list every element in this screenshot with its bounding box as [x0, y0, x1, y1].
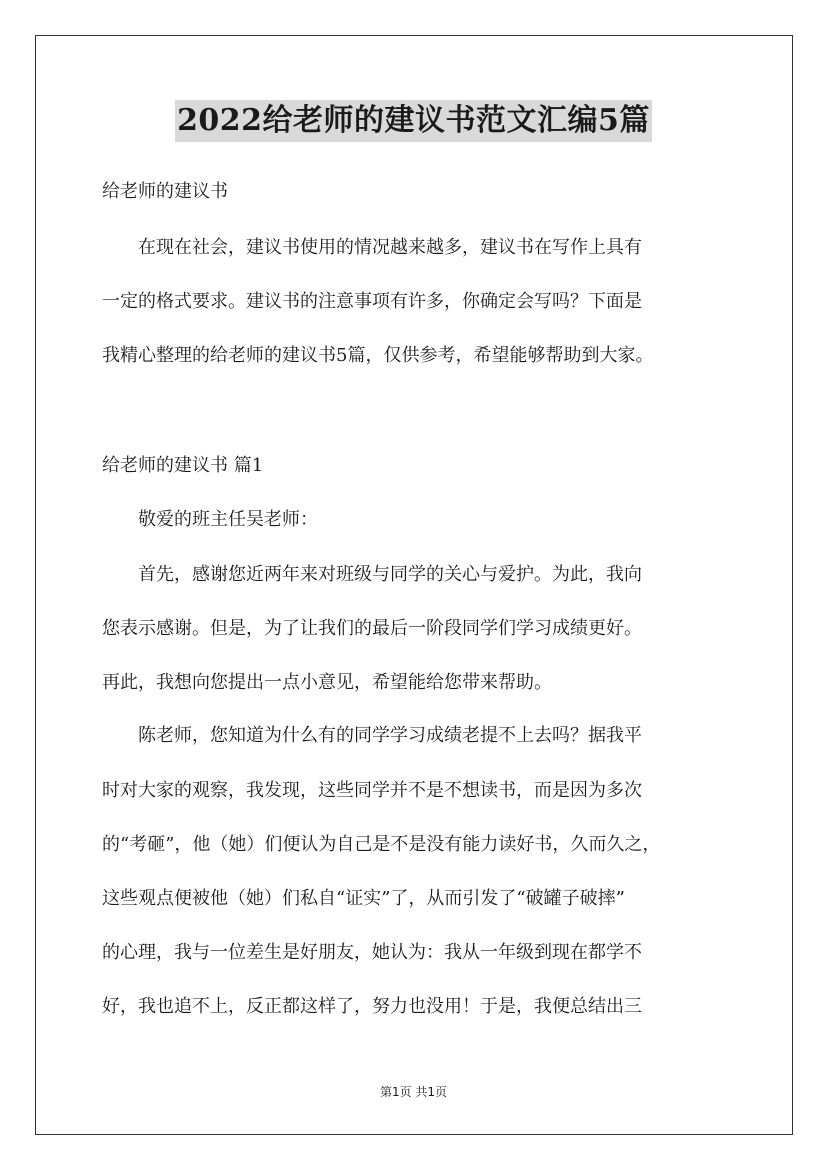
- salutation: 敬爱的班主任吴老师：: [102, 509, 318, 530]
- title-container: [0, 100, 827, 142]
- intro-line-2: 一定的格式要求。建议书的注意事项有许多，你确定会写吗？下面是: [102, 291, 642, 312]
- body-line-6: 的“考砸”，他（她）们便认为自己是不是没有能力读好书，久而久之，: [102, 834, 661, 855]
- body-line-4: 陈老师，您知道为什么有的同学学习成绩老提不上去吗？据我平: [102, 725, 642, 746]
- section-heading: 给老师的建议书: [102, 181, 228, 202]
- body-line-2: 您表示感谢。但是，为了让我们的最后一阶段同学们学习成绩更好。: [102, 618, 642, 639]
- body-line-3: 再此，我想向您提出一点小意见，希望能给您带来帮助。: [102, 672, 552, 693]
- intro-line-1: 在现在社会，建议书使用的情况越来越多，建议书在写作上具有: [102, 237, 642, 258]
- body-line-9: 好，我也追不上，反正都这样了，努力也没用！于是，我便总结出三: [102, 996, 642, 1017]
- body-line-7: 这些观点便被他（她）们私自“证实”了，从而引发了“破罐子破摔”: [102, 888, 625, 909]
- document-title: 2022给老师的建议书范文汇编5篇: [175, 100, 652, 142]
- article-1-heading: 给老师的建议书 篇1: [102, 455, 264, 476]
- intro-line-3: 我精心整理的给老师的建议书5篇，仅供参考，希望能够帮助到大家。: [102, 345, 654, 366]
- page-footer: 第1页 共1页: [379, 1085, 448, 1099]
- body-line-1: 首先，感谢您近两年来对班级与同学的关心与爱护。为此，我向: [102, 564, 642, 585]
- body-line-8: 的心理，我与一位差生是好朋友，她认为：我从一年级到现在都学不: [102, 942, 642, 963]
- body-line-5: 时对大家的观察，我发现，这些同学并不是不想读书，而是因为多次: [102, 780, 642, 801]
